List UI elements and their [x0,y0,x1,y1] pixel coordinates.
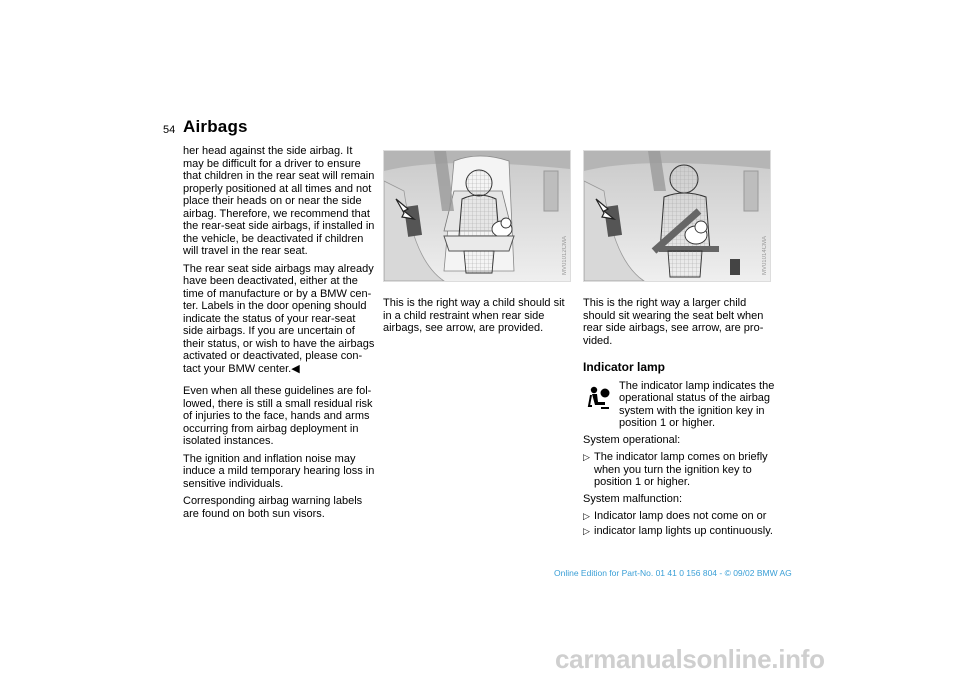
indicator-lamp-text: The indicator lamp indicates the operational status of the airbag system with the ignition key in position 1 or higher. [619,379,775,429]
paragraph: Even when all these guidelines are fol-lowed, there is still a small residual risk of injuries to the face, hands and arms occurring from airbag deployment in isolated instances. [183,385,373,447]
column-3 [583,297,775,539]
end-mark: ◀ [291,362,300,375]
bullet-text: The indicator lamp comes on briefly when you turn the ignition key to position 1 or higher. [594,451,768,488]
bullet-arrow-icon: ▷ [583,452,590,462]
paragraph-text: The rear seat side airbags may already have been deactivated, either at the time of manufacture or by a BMW cen-ter. Labels in the door opening should indicate the status of your rear-seat side airbags. If you are uncertain of their status, or wish to have the airbags activated or deactivated, please con-tact your BMW center. [183,262,375,375]
malfunction-bullet [583,525,775,538]
bullet-text: Indicator lamp does not come on or [594,510,767,522]
airbag-warning-icon [583,382,613,412]
figure-code: MV01012CMA [562,235,568,275]
illustration-larger-child [583,150,771,282]
operational-label: System operational: [583,433,681,446]
paragraph: The ignition and inflation noise may induce a mild temporary hearing loss in sensitive individuals. [183,452,375,490]
paragraph: her head against the side airbag. It may be difficult for a driver to ensure that children in the rear seat will remain properly positioned at all times and not place their heads on or near the side airbag. Therefore, we recommend that the rear-seat side airbags, if installed in the vehicle, be deactivated if children will travel in the rear seat. [183,145,375,257]
operational-bullet [583,451,775,489]
edition-footer: Online Edition for Part-No. 01 41 0 156 804 - © 09/02 BMW AG [554,568,792,578]
bullet-arrow-icon: ▷ [583,511,590,521]
indicator-lamp-block [583,380,775,430]
bullet-arrow-icon: ▷ [583,525,590,536]
child-restraint-drawing [384,151,570,281]
column-2 [383,297,575,340]
malfunction-bullet [583,510,775,523]
illustration-child-restraint [383,150,571,282]
indicator-lamp-heading: Indicator lamp [583,360,666,374]
figure-caption: This is the right way a child should sit in a child restraint when rear side airbags, see arrow, are provided. [383,297,565,334]
column-1 [183,145,375,525]
paragraph [183,263,375,376]
watermark: carmanualsonline.info [555,644,825,674]
section-title: Airbags [183,117,248,136]
paragraph: Corresponding airbag warning labels are found on both sun visors. [183,495,363,520]
figure-caption: This is the right way a larger child should sit wearing the seat belt when rear side airbags, see arrow, are pro-vided. [583,297,764,347]
figure-code: MV01014CMA [762,235,768,275]
page-number: 54 [163,124,176,136]
larger-child-drawing [584,151,770,281]
bullet-text: indicator lamp lights up continuously. [594,524,773,537]
malfunction-label: System malfunction: [583,492,683,505]
